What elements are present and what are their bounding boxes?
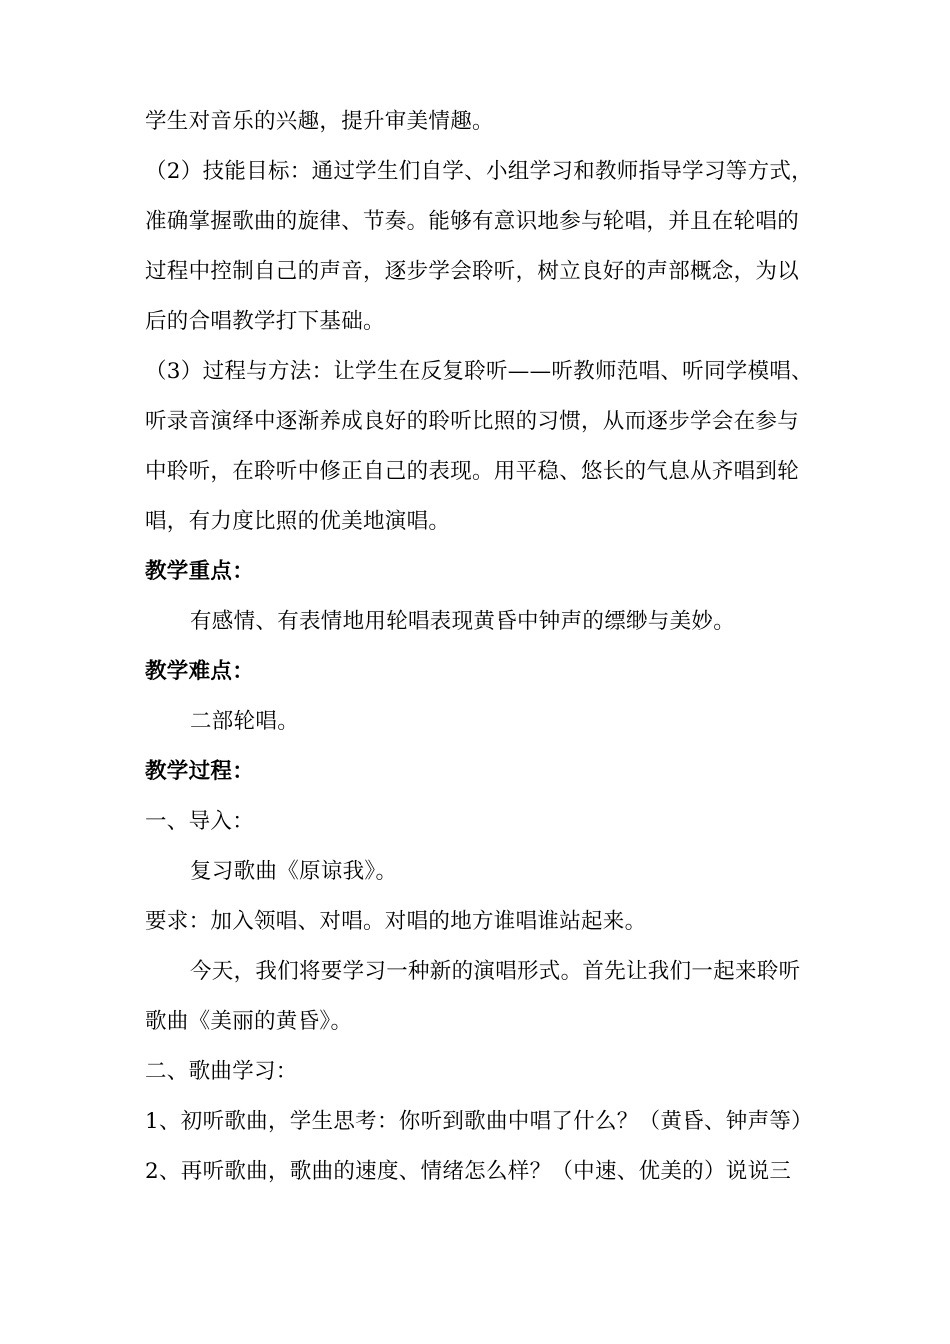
paragraph-line: 要求：加入领唱、对唱。对唱的地方谁唱谁站起来。 <box>145 909 647 934</box>
paragraph-line: 中聆听，在聆听中修正自己的表现。用平稳、悠长的气息从齐唱到轮 <box>145 459 800 484</box>
teaching-process-heading: 教学过程： <box>145 759 255 784</box>
teaching-focus-text: 有感情、有表情地用轮唱表现黄昏中钟声的缥缈与美妙。 <box>190 609 736 634</box>
paragraph-line: 歌曲《美丽的黄昏》。 <box>145 1009 353 1034</box>
paragraph-line: 复习歌曲《原谅我》。 <box>190 859 398 884</box>
paragraph-line: 听录音演绎中逐渐养成良好的聆听比照的习惯，从而逐步学会在参与 <box>145 409 800 434</box>
teaching-difficulty-text: 二部轮唱。 <box>190 709 300 734</box>
list-item: 1、初听歌曲，学生思考：你听到歌曲中唱了什么？（黄昏、钟声等） <box>145 1109 813 1134</box>
list-item: 2、再听歌曲，歌曲的速度、情绪怎么样？（中速、优美的）说说三 <box>145 1159 792 1184</box>
teaching-focus-heading: 教学重点： <box>145 559 255 584</box>
process-method-line: （3）过程与方法：让学生在反复聆听——听教师范唱、听同学模唱、 <box>145 359 813 384</box>
teaching-difficulty-heading: 教学难点： <box>145 659 255 684</box>
paragraph-line: 今天，我们将要学习一种新的演唱形式。首先让我们一起来聆听 <box>190 959 801 984</box>
paragraph-line: 唱，有力度比照的优美地演唱。 <box>145 509 451 534</box>
section-intro-heading: 一、导入： <box>145 809 255 834</box>
skill-goal-line: （2）技能目标：通过学生们自学、小组学习和教师指导学习等方式， <box>145 159 813 184</box>
section-song-learning-heading: 二、歌曲学习： <box>145 1059 298 1084</box>
paragraph-line: 学生对音乐的兴趣，提升审美情趣。 <box>145 109 494 134</box>
paragraph-line: 过程中控制自己的声音，逐步学会聆听，树立良好的声部概念，为以 <box>145 259 800 284</box>
paragraph-line: 后的合唱教学打下基础。 <box>145 309 385 334</box>
paragraph-line: 准确掌握歌曲的旋律、节奏。能够有意识地参与轮唱，并且在轮唱的 <box>145 209 800 234</box>
